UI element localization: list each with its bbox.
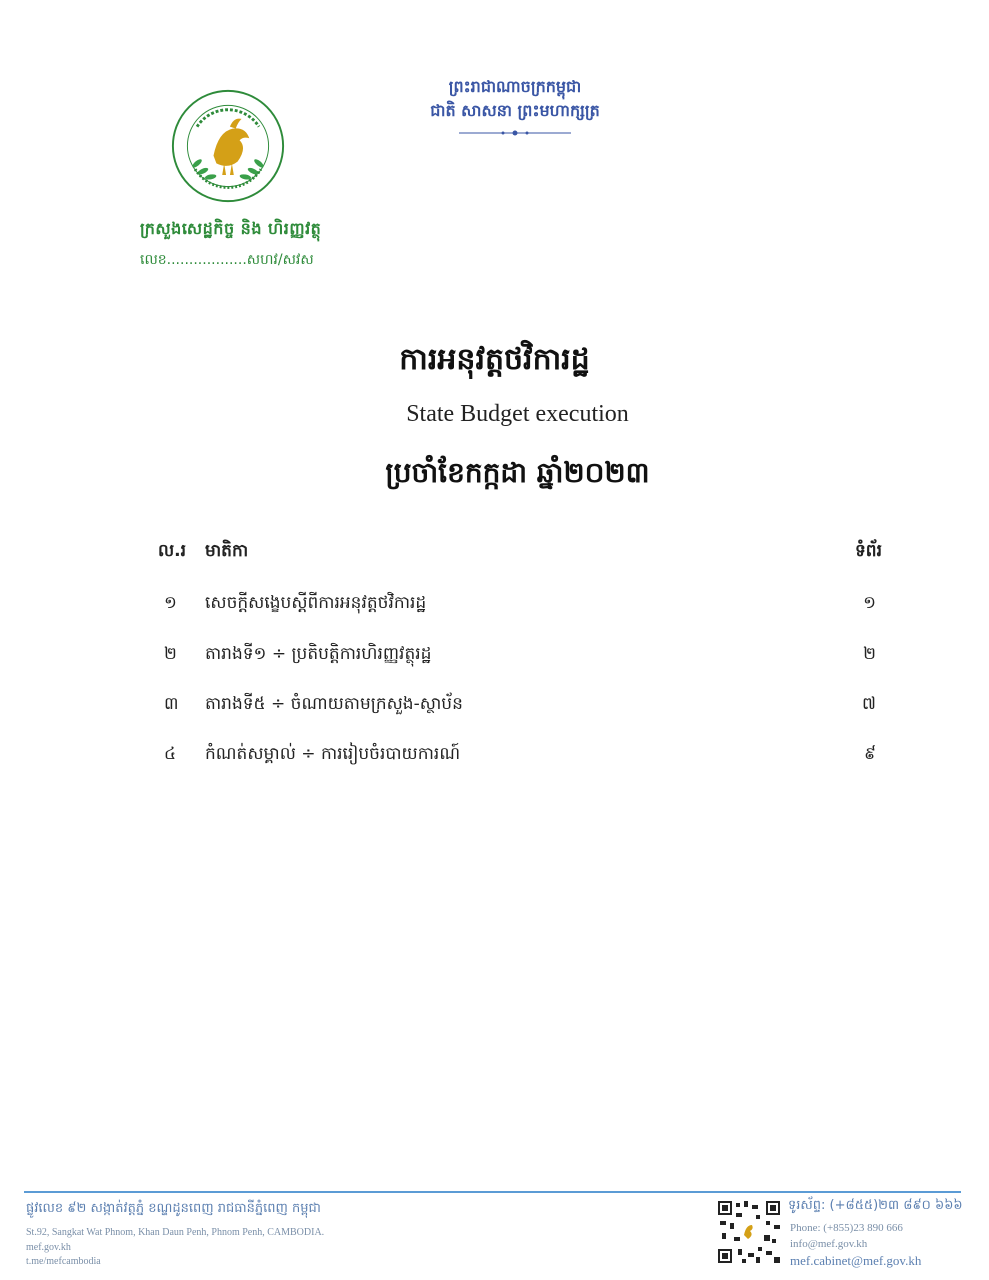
toc-row-title: សេចក្តីសង្ខេបស្តីពីការអនុវត្តថវិការដ្ឋ	[205, 593, 427, 613]
toc-header-page: ទំព័រ	[855, 541, 882, 561]
toc-row-title: កំណត់សម្គាល់ ÷ ការរៀបចំរបាយការណ៍	[205, 744, 461, 764]
kingdom-heading: ព្រះរាជាណាចក្រកម្ពុជា	[448, 77, 582, 96]
toc-row-page: ១	[863, 593, 876, 613]
reference-number: លេខ..................សហវ/សវស	[140, 252, 314, 268]
toc-row-number: ៣	[164, 694, 179, 714]
national-motto: ជាតិ សាសនា ព្រះមហាក្សត្រ	[430, 101, 600, 120]
footer-telegram-link[interactable]: t.me/mefcambodia	[26, 1256, 101, 1267]
toc-row-number: ២	[164, 644, 177, 664]
toc-row-number: ៤	[164, 744, 177, 764]
qr-code-icon	[716, 1199, 782, 1265]
ornament-divider-icon	[455, 126, 575, 140]
footer-address-english: St.92, Sangkat Wat Phnom, Khan Daun Penh, Phnom Penh, CAMBODIA.	[26, 1227, 325, 1238]
footer-email-info-link[interactable]: info@mef.gov.kh	[790, 1238, 868, 1250]
toc-row-page: ២	[863, 644, 876, 664]
toc-row-number: ១	[164, 593, 177, 613]
toc-row-title: តារាងទី១ ÷ ប្រតិបត្តិការហិរញ្ញវត្ថុរដ្ឋ	[205, 644, 432, 664]
footer-address-khmer: ផ្លូវលេខ ៩២ សង្កាត់វត្តភ្នំ ខណ្ឌដូនពេញ រាជធានីភ្នំពេញ កម្ពុជា	[26, 1201, 321, 1216]
footer-divider	[24, 1191, 961, 1193]
toc-row-page: ៧	[862, 694, 876, 714]
footer-phone-khmer: ទូរស័ព្ទ: (+៨៥៥)២៣ ៨៩០ ៦៦៦	[788, 1198, 963, 1213]
toc-row-title: តារាងទី៥ ÷ ចំណាយតាមក្រសួង-ស្ថាប័ន	[205, 694, 463, 714]
footer-email-cabinet-link[interactable]: mef.cabinet@mef.gov.kh	[790, 1253, 922, 1268]
toc-row-page: ៩	[863, 744, 876, 764]
document-title-khmer: ការអនុវត្តថវិការដ្ឋ	[399, 342, 590, 377]
footer-phone-english: Phone: (+855)23 890 666	[790, 1222, 903, 1234]
ministry-name: ក្រសួងសេដ្ឋកិច្ច និង ហិរញ្ញវត្ថុ	[140, 219, 322, 238]
document-title-english: State Budget execution	[406, 401, 629, 427]
ministry-seal-icon	[170, 88, 286, 204]
reporting-period: ប្រចាំខែកក្កដា ឆ្នាំ២០២៣	[385, 456, 650, 489]
footer-website-link[interactable]: mef.gov.kh	[26, 1242, 71, 1253]
toc-header-contents: មាតិកា	[205, 541, 249, 561]
toc-header-number: ល.រ	[158, 541, 187, 561]
